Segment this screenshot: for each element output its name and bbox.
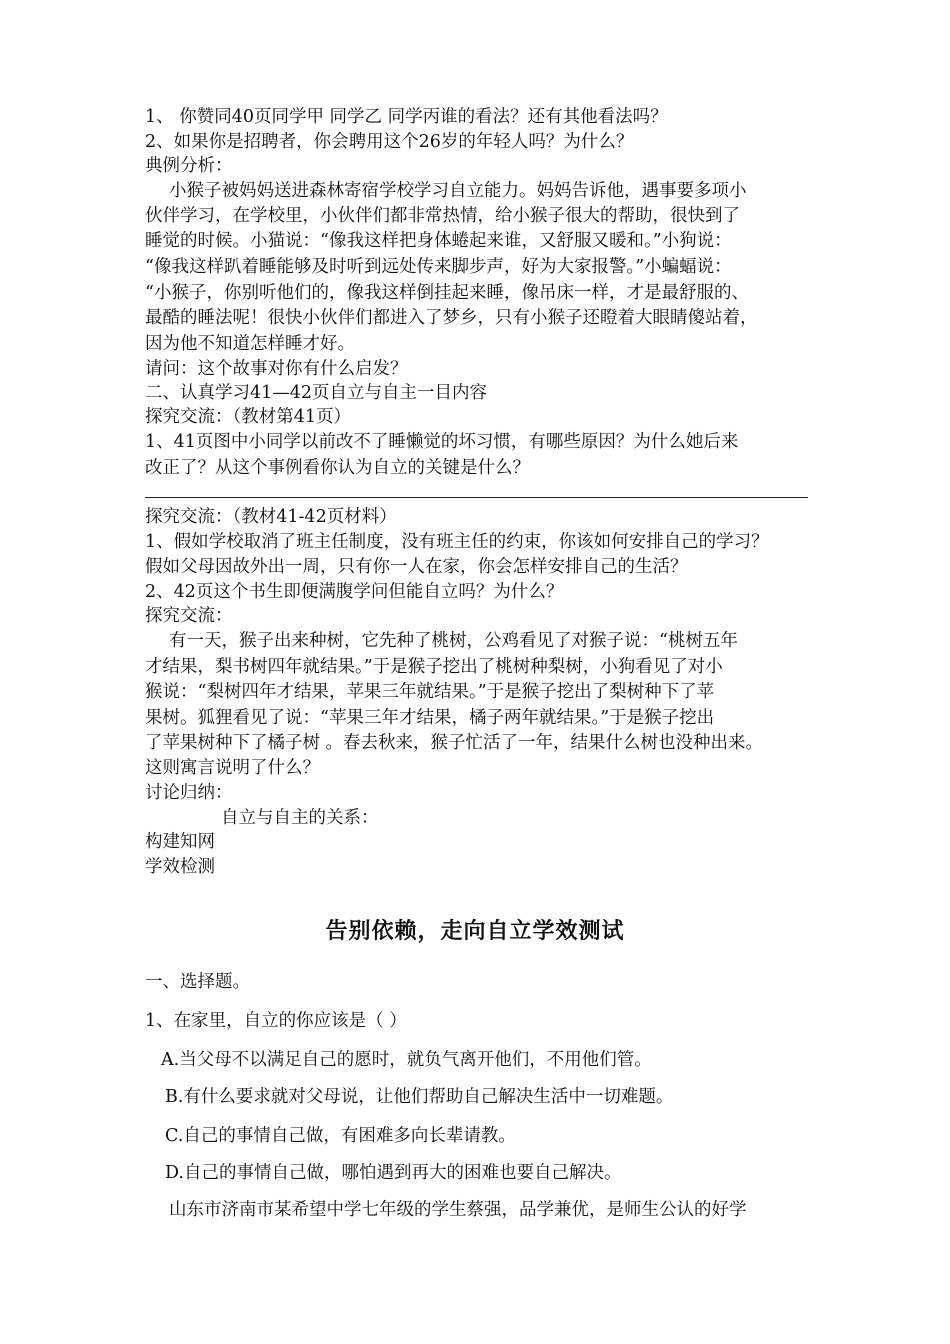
explore-heading: 探究交流：（教材41-42页材料） [145, 507, 397, 527]
divider-line [145, 497, 808, 498]
story-line: “小猴子，你别听他们的，像我这样倒挂起来睡，像吊床一样，才是最舒服的、 [145, 283, 749, 303]
explore-question: 1、假如学校取消了班主任制度，没有班主任的约束，你该如何安排自己的学习？ [145, 532, 769, 552]
fable-line: 有一天，猴子出来种树，它先种了桃树，公鸡看见了对猴子说：“桃树五年 [169, 631, 738, 651]
test-question-1: 1、在家里，自立的你应该是（ ） [145, 1011, 407, 1031]
explore-question: 2、42页这个书生即便满腹学问但能自立吗？为什么？ [145, 582, 564, 602]
story-line: 最酷的睡法呢！很快小伙伴们都进入了梦乡，只有小猴子还瞪着大眼睛傻站着， [145, 308, 758, 328]
explore-question: 1、41页图中小同学以前改不了睡懒觉的坏习惯，有哪些原因？为什么她后来 [145, 432, 739, 452]
relation-prompt: 自立与自主的关系： [221, 808, 379, 828]
fable-line: 果树。狐狸看见了说：“苹果三年才结果，橘子两年就结果。”于是猴子挖出 [145, 708, 715, 728]
check-heading: 学效检测 [145, 857, 215, 877]
discussion-heading: 讨论归纳： [145, 783, 233, 803]
story-line: 因为他不知道怎样睡才好。 [145, 334, 355, 354]
material-text: 山东市济南市某希望中学七年级的学生蔡强，品学兼优，是师生公认的好学 [169, 1200, 747, 1220]
example-heading: 典例分析： [145, 156, 233, 176]
fable-line: 猴说：“梨树四年才结果，苹果三年就结果。”于是猴子挖出了梨树种下了苹 [145, 682, 715, 702]
question-2: 2、如果你是招聘者，你会聘用这个26岁的年轻人吗？为什么？ [145, 132, 634, 152]
story-question: 请问：这个故事对你有什么启发？ [145, 359, 408, 379]
story-line: “像我这样趴着睡能够及时听到远处传来脚步声，好为大家报警。”小蝙蝠说： [145, 257, 732, 277]
option-c: C.自己的事情自己做，有困难多向长辈请教。 [165, 1126, 516, 1146]
explore-question: 改正了？从这个事例看你认为自立的关键是什么？ [145, 458, 530, 478]
explore-heading: 探究交流：（教材第41页） [145, 407, 352, 427]
knowledge-heading: 构建知网 [145, 832, 215, 852]
story-line: 伙伴学习，在学校里，小伙伴们都非常热情，给小猴子很大的帮助，很快到了 [145, 206, 740, 226]
explore-question: 假如父母因故外出一周，只有你一人在家，你会怎样安排自己的生活？ [145, 557, 688, 577]
fable-line: 这则寓言说明了什么？ [145, 758, 320, 778]
test-title: 告别依赖，走向自立学效测试 [325, 919, 625, 944]
option-b: B.有什么要求就对父母说，让他们帮助自己解决生活中一切难题。 [165, 1087, 674, 1107]
question-1: 1、 你赞同40页同学甲 同学乙 同学丙谁的看法？还有其他看法吗？ [145, 107, 668, 127]
test-section-heading: 一、选择题。 [145, 972, 250, 992]
option-a: A.当父母不以满足自己的愿时，就负气离开他们，不用他们管。 [161, 1050, 652, 1070]
story-line: 睡觉的时候。小猫说：“像我这样把身体蜷起来谁，又舒服又暖和。”小狗说： [145, 231, 732, 251]
option-d: D.自己的事情自己做，哪怕遇到再大的困难也要自己解决。 [165, 1163, 622, 1183]
section-heading: 二、认真学习41—42页自立与自主一目内容 [145, 383, 488, 403]
story-line: 小猴子被妈妈送进森林寄宿学校学习自立能力。妈妈告诉他，遇事要多项小 [169, 181, 747, 201]
explore-heading: 探究交流： [145, 606, 233, 626]
fable-line: 了苹果树种下了橘子树 。春去秋来，猴子忙活了一年，结果什么树也没种出来。 [145, 733, 764, 753]
fable-line: 才结果，梨书树四年就结果。”于是猴子挖出了桃树种梨树，小狗看见了对小 [145, 657, 723, 677]
